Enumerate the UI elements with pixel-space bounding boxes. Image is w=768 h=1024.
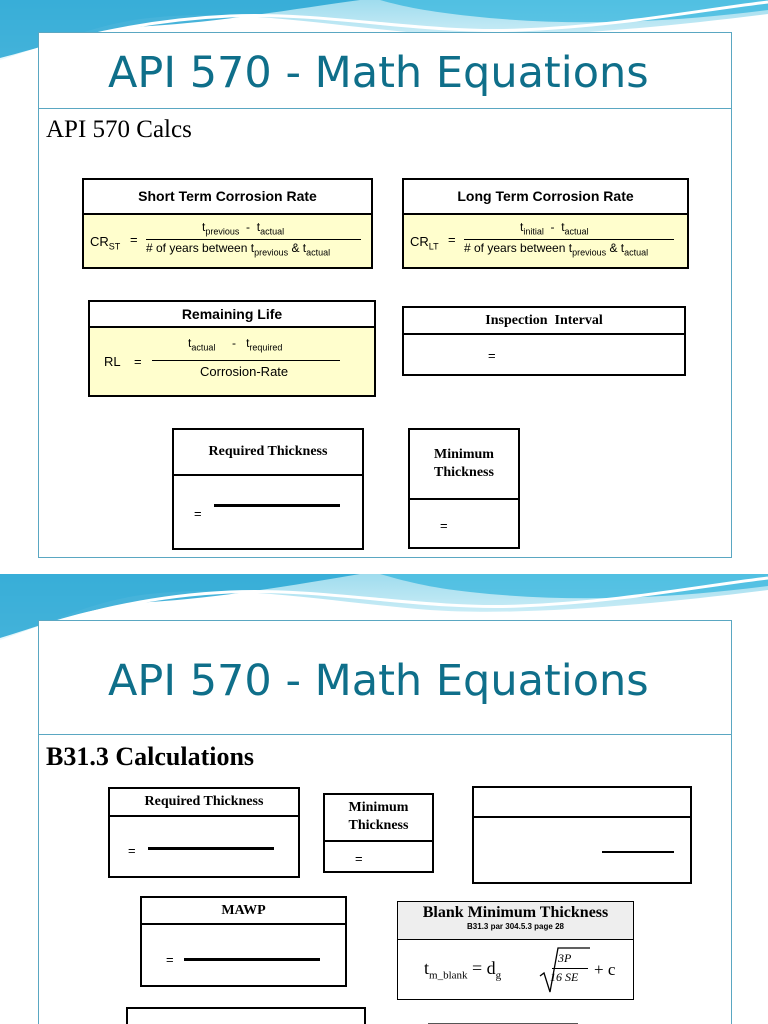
blank-formula-box — [472, 786, 692, 884]
remaining-life-box — [88, 300, 376, 397]
formula-plus-c: + c — [594, 960, 616, 979]
title-divider — [38, 108, 731, 109]
section-subtitle: API 570 Calcs — [46, 116, 192, 143]
equals-sign: = — [130, 232, 138, 247]
equals-sign: = — [355, 851, 363, 866]
formula-numerator: $t_{previous} - t_{actual}$ — [202, 220, 285, 237]
partial-box-left — [126, 1007, 366, 1024]
fraction-bar — [552, 968, 588, 969]
formula-lhs: RL — [104, 354, 121, 369]
equals-sign: = — [166, 952, 174, 967]
box-heading: Remaining Life — [90, 302, 374, 328]
box-heading: Inspection Interval — [404, 308, 684, 335]
fraction-bar — [148, 847, 274, 850]
inspection-interval-box — [402, 306, 686, 376]
sqrt-denominator: 16 SE — [550, 970, 579, 984]
mawp-box — [140, 896, 347, 987]
box-heading-reference: B31.3 par 304.5.3 page 28 — [467, 922, 564, 931]
formula-numerator: $t_{initial} - t_{actual}$ — [520, 220, 589, 237]
formula-denominator: # of years between $t_{previous}$ & $t_{actual}$ — [146, 241, 331, 258]
minimum-thickness-box — [323, 793, 434, 873]
minimum-thickness-box — [408, 428, 520, 549]
equals-sign: = — [194, 506, 202, 521]
content-frame — [38, 32, 732, 558]
fraction-bar — [152, 360, 340, 361]
equals-sign: = — [134, 354, 142, 369]
sqrt-numerator: 3P — [558, 951, 572, 965]
box-heading — [398, 902, 633, 940]
slide-2 — [0, 574, 768, 1024]
box-heading: Required Thickness — [174, 430, 362, 476]
required-thickness-box — [172, 428, 364, 550]
box-heading: Minimum Thickness — [325, 795, 432, 842]
short-term-corrosion-rate-box — [82, 178, 373, 269]
box-heading: Long Term Corrosion Rate — [404, 180, 687, 215]
equals-sign: = — [440, 518, 448, 533]
box-heading: Required Thickness — [110, 789, 298, 817]
page-title: API 570 - Math Equations — [108, 48, 649, 98]
blank-minimum-thickness-box — [397, 901, 634, 1000]
fraction-bar — [602, 851, 674, 853]
formula: $t_{m\_blank} = d_g$ — [424, 958, 502, 982]
required-thickness-box — [108, 787, 300, 878]
formula-denominator: Corrosion-Rate — [200, 364, 289, 379]
page-title: API 570 - Math Equations — [108, 656, 649, 706]
box-heading-title: Blank Minimum Thickness — [422, 904, 609, 921]
formula-denominator: # of years between $t_{previous}$ & $t_{actual}$ — [464, 241, 649, 258]
box-heading — [474, 788, 690, 818]
box-heading: Minimum Thickness — [410, 430, 518, 500]
fraction-bar — [146, 239, 361, 240]
formula-lhs: $CR_{ST}$ — [90, 234, 121, 252]
formula-lhs: $CR_{LT}$ — [410, 234, 439, 252]
title-divider — [38, 734, 731, 735]
equals-sign: = — [128, 843, 136, 858]
equals-sign: = — [448, 232, 456, 247]
fraction-bar — [464, 239, 674, 240]
box-heading: MAWP — [142, 898, 345, 925]
fraction-bar — [184, 958, 320, 961]
long-term-corrosion-rate-box — [402, 178, 689, 269]
fraction-bar — [214, 504, 340, 507]
box-heading: Short Term Corrosion Rate — [84, 180, 371, 215]
formula-numerator: $t_{actual}$ - $t_{required}$ — [188, 336, 283, 353]
equals-sign: = — [488, 348, 496, 363]
section-subtitle: B31.3 Calculations — [46, 742, 255, 771]
